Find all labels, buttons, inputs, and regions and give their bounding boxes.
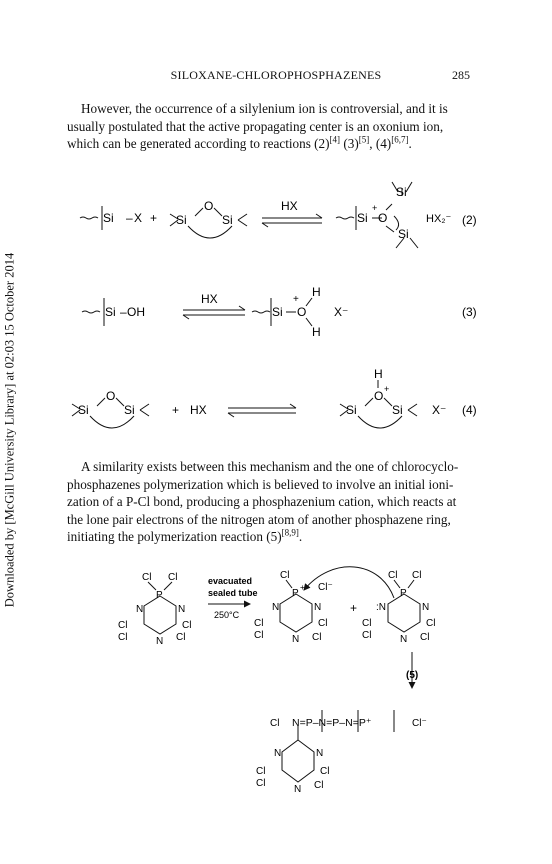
- condition-label: evacuated: [208, 576, 253, 586]
- atom-label: N: [274, 748, 282, 759]
- atom-label: Si: [357, 211, 368, 225]
- paragraph-oxonium: [67, 100, 493, 153]
- atom-label: Si: [392, 403, 403, 417]
- atom-label: Cl: [254, 630, 264, 641]
- atom-label: N: [314, 602, 322, 613]
- plus-sign: +: [172, 403, 180, 417]
- atom-label: Cl: [362, 630, 372, 641]
- atom-label: O: [204, 199, 214, 213]
- anion-label: X⁻: [432, 403, 447, 417]
- atom-label: Cl: [412, 570, 422, 581]
- atom-label: N: [178, 604, 186, 615]
- atom-label: N: [316, 748, 324, 759]
- reagent-label: HX: [201, 292, 218, 306]
- atom-label: –: [126, 211, 133, 225]
- atom-label: N: [400, 634, 408, 645]
- atom-label: Cl: [280, 570, 290, 581]
- paragraph-line: the lone pair electrons of the nitrogen atom of another phosphazene ring,: [67, 511, 451, 527]
- paragraph-line: [67, 528, 493, 546]
- equation-number: (2): [462, 213, 477, 227]
- chloride-anion: Cl⁻: [412, 718, 427, 729]
- atom-label: Cl: [182, 620, 192, 631]
- paragraph-line: phosphazenes polymerization which is believed to involve an initial ioni-: [67, 476, 454, 492]
- page-number: 285: [452, 68, 470, 82]
- atom-label: Cl: [318, 618, 328, 629]
- equation-5-diagram: [0, 560, 552, 850]
- equation-number: (3): [462, 305, 477, 319]
- atom-label: Cl: [320, 766, 330, 777]
- atom-label: Cl: [168, 572, 178, 583]
- counter-ion: HX₂⁻: [426, 213, 452, 225]
- equation-number: (4): [462, 403, 477, 417]
- atom-label: Si: [346, 403, 357, 417]
- text: , (4): [369, 136, 392, 151]
- equation-number: (5): [406, 670, 419, 681]
- atom-label: X: [134, 211, 143, 225]
- text: .: [298, 529, 303, 544]
- atom-label: H: [374, 368, 383, 381]
- bond: –: [120, 305, 127, 319]
- equation-2-diagram: [0, 178, 552, 253]
- reagent-label: HX: [190, 403, 207, 417]
- atom-label: Si: [222, 213, 233, 227]
- atom-label: Cl: [118, 620, 128, 631]
- atom-label: N: [292, 634, 300, 645]
- atom-label: P: [400, 588, 407, 599]
- atom-label: Cl: [270, 718, 280, 729]
- atom-label: Si: [272, 305, 283, 319]
- atom-label: Si: [78, 403, 89, 417]
- atom-label: Si: [176, 213, 187, 227]
- citation: [8,9]: [281, 527, 299, 538]
- atom-label: P: [292, 588, 299, 599]
- paragraph-phosphazene: [67, 458, 493, 546]
- atom-label: H: [312, 285, 321, 299]
- citation: [4]: [329, 134, 341, 145]
- paragraph-line: However, the occurrence of a silylenium ion is controversial, and it is: [81, 101, 448, 116]
- condition-label: sealed tube: [208, 588, 258, 598]
- polymer-chain: N=P–N=P–N=P⁺: [292, 717, 372, 729]
- charge: +: [293, 294, 299, 305]
- atom-label: Cl: [256, 766, 266, 777]
- atom-label: O: [374, 389, 384, 403]
- plus-sign: +: [150, 211, 158, 225]
- chloride-anion: Cl⁻: [318, 582, 333, 593]
- anion-label: X⁻: [334, 305, 349, 319]
- text: initiating the polymerization reaction (5): [67, 529, 282, 544]
- atom-label: Cl: [176, 632, 186, 643]
- atom-label: Cl: [312, 632, 322, 643]
- text: (3): [340, 136, 359, 151]
- atom-label: Cl: [256, 778, 266, 789]
- atom-label: N: [136, 604, 144, 615]
- atom-label: P: [156, 590, 163, 601]
- reagent-label: HX: [281, 199, 298, 213]
- citation: [6,7]: [391, 134, 409, 145]
- text: .: [408, 136, 412, 151]
- charge: +: [300, 583, 305, 592]
- atom-label: Cl: [254, 618, 264, 629]
- atom-label: O: [297, 305, 307, 319]
- atom-label: Cl: [426, 618, 436, 629]
- atom-label: Cl: [142, 572, 152, 583]
- equation-3-diagram: [0, 270, 552, 342]
- atom-label: N: [422, 602, 430, 613]
- running-title: SILOXANE-CHLOROPHOSPHAZENES: [170, 68, 382, 82]
- atom-label: Si: [398, 227, 409, 241]
- text: which can be generated according to reactions (2): [67, 136, 330, 151]
- atom-label: Cl: [388, 570, 398, 581]
- download-watermark: Downloaded by [McGill University Library] at 02:03 15 October 2014: [2, 252, 17, 608]
- atom-label: O: [378, 211, 388, 225]
- atom-label: N: [156, 636, 164, 647]
- atom-label: H: [312, 325, 321, 339]
- temperature-label: 250°C: [214, 610, 240, 620]
- atom-label: O: [106, 389, 116, 403]
- atom-label: Cl: [314, 780, 324, 791]
- charge: +: [384, 384, 390, 394]
- atom-label: Si: [103, 211, 114, 225]
- atom-label: OH: [127, 305, 145, 319]
- paragraph-line: usually postulated that the active propagating center is an oxonium ion,: [67, 118, 444, 134]
- equation-4-diagram: [0, 368, 552, 448]
- plus-sign: +: [350, 601, 358, 615]
- atom-label: Si: [124, 403, 135, 417]
- charge: +: [372, 203, 378, 213]
- atom-label: Cl: [420, 632, 430, 643]
- atom-label: Si: [105, 305, 116, 319]
- atom-label: Cl: [118, 632, 128, 643]
- paragraph-line: zation of a P-Cl bond, producing a phosphazenium cation, which reacts at: [67, 494, 457, 509]
- paragraph-line: A similarity exists between this mechanism and the one of chlorocyclo-: [81, 459, 459, 474]
- atom-label: Si: [396, 185, 407, 199]
- atom-label: :N: [376, 602, 386, 613]
- citation: [5]: [358, 134, 370, 145]
- atom-label: N: [272, 602, 280, 613]
- atom-label: Cl: [362, 618, 372, 629]
- paragraph-line: [67, 135, 493, 153]
- atom-label: N: [294, 784, 302, 795]
